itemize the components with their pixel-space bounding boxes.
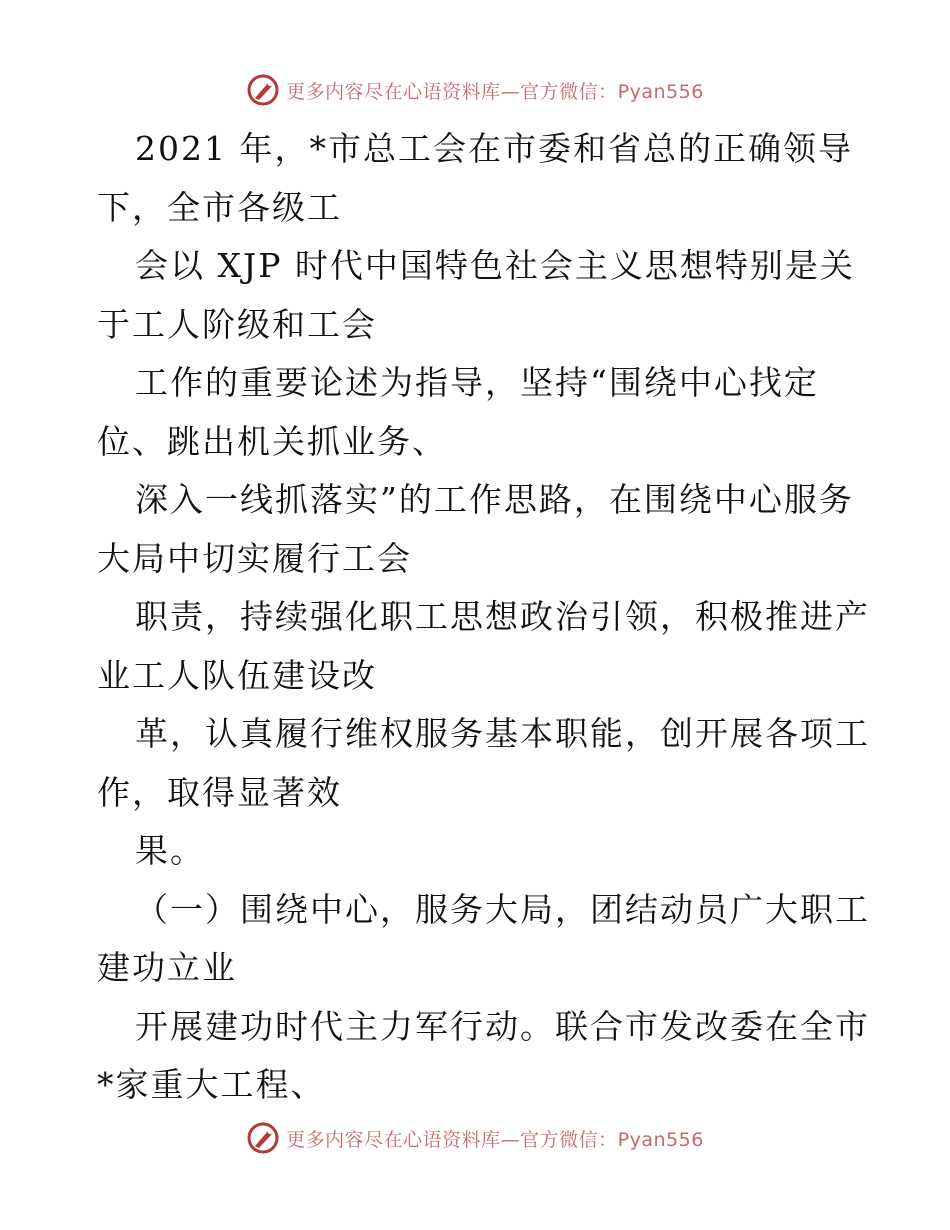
watermark-header <box>0 72 950 108</box>
paragraph-line: 2021 年，*市总工会在市委和省总的正确领导 <box>135 129 853 168</box>
paragraph-line: 大局中切实履行工会 <box>97 538 412 578</box>
paragraph-line: 业工人队伍建设改 <box>97 655 377 695</box>
watermark-footer <box>0 1120 950 1156</box>
paragraph-line: 深入一线抓落实”的工作思路，在围绕中心服务 <box>135 480 854 519</box>
paragraph-line: 开展建功时代主力军行动。联合市发改委在全市 <box>135 1006 870 1046</box>
watermark-text: 更多内容尽在心语资料库—官方微信：Pyan556 <box>286 1128 704 1151</box>
pen-seal-logo-icon <box>246 73 280 107</box>
paragraph-line: 职责，持续强化职工思想政治引领，积极推进产 <box>135 597 870 636</box>
watermark-text: 更多内容尽在心语资料库—官方微信：Pyan556 <box>286 80 704 103</box>
paragraph-line: 果。 <box>135 831 205 870</box>
pen-seal-logo-icon <box>246 1121 280 1155</box>
paragraph-line: 革，认真履行维权服务基本职能，创开展各项工 <box>135 714 870 753</box>
paragraph-line: 于工人阶级和工会 <box>97 304 377 344</box>
paragraph-line: 会以 XJP 时代中国特色社会主义思想特别是关 <box>135 246 855 285</box>
section-heading-line: 建功立业 <box>97 948 237 987</box>
document-body <box>97 120 870 1115</box>
paragraph-line: 位、跳出机关抓业务、 <box>97 421 447 461</box>
paragraph-line: 工作的重要论述为指导，坚持“围绕中心找定 <box>135 363 819 402</box>
section-heading-line: （一）围绕中心，服务大局，团结动员广大职工 <box>135 889 870 929</box>
paragraph-line: *家重大工程、 <box>97 1065 326 1104</box>
paragraph-line: 作，取得显著效 <box>97 772 342 812</box>
paragraph-line: 下，全市各级工 <box>97 187 342 227</box>
